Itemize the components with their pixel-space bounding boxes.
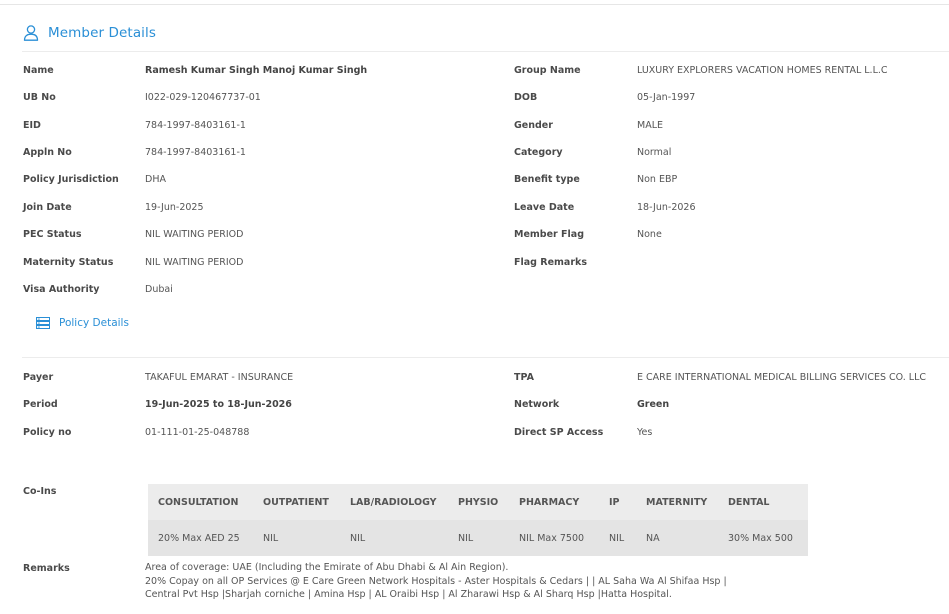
maternity-status-value: NIL WAITING PERIOD [145,256,244,268]
co-ins-header: IP [599,484,636,520]
co-ins-header: DENTAL [718,484,808,520]
name-label: Name [23,64,54,76]
policy-no-label: Policy no [23,426,72,438]
benefit-type-label: Benefit type [514,173,580,185]
network-value: Green [637,398,670,410]
dob-label: DOB [514,91,538,103]
co-ins-header-row [148,484,808,520]
remarks-line: Central Pvt Hsp |Sharjah corniche | Amina Hsp | AL Oraibi Hsp | Al Zharawi Hsp & Al Sharq Hsp |Hatta Hospital. [145,589,672,600]
period-label: Period [23,398,58,410]
join-date-value: 19-Jun-2025 [145,201,204,213]
co-ins-cell: NIL [599,520,636,556]
co-ins-cell: NIL Max 7500 [509,520,599,556]
flag-remarks-label: Flag Remarks [514,256,587,268]
co-ins-cell: NIL [253,520,340,556]
direct-sp-access-value: Yes [637,426,653,438]
leave-date-label: Leave Date [514,201,575,213]
dob-value: 05-Jan-1997 [637,91,696,103]
network-label: Network [514,398,560,410]
policy-jurisdiction-label: Policy Jurisdiction [23,173,119,185]
co-ins-header: CONSULTATION [148,484,253,520]
direct-sp-access-label: Direct SP Access [514,426,604,438]
tpa-value: E CARE INTERNATIONAL MEDICAL BILLING SERVICES CO. LLC [637,371,926,383]
co-ins-cell: NIL [448,520,509,556]
member-header-divider [22,51,949,52]
visa-authority-label: Visa Authority [23,283,100,295]
user-icon [22,24,40,42]
payer-label: Payer [23,371,54,383]
pec-status-value: NIL WAITING PERIOD [145,228,244,240]
co-ins-cell: 20% Max AED 25 [148,520,253,556]
co-ins-header: LAB/RADIOLOGY [340,484,448,520]
payer-value: TAKAFUL EMARAT - INSURANCE [145,371,294,383]
co-ins-header: OUTPATIENT [253,484,340,520]
name-value: Ramesh Kumar Singh Manoj Kumar Singh [145,64,368,76]
policy-jurisdiction-value: DHA [145,173,166,185]
gender-value: MALE [637,119,663,131]
member-flag-value: None [637,228,662,240]
policy-details-title: Policy Details [59,317,129,329]
eid-value: 784-1997-8403161-1 [145,119,246,131]
pec-status-label: PEC Status [23,228,82,240]
ub-no-label: UB No [23,91,56,103]
leave-date-value: 18-Jun-2026 [637,201,696,213]
policy-no-value: 01-111-01-25-048788 [145,426,250,438]
co-ins-cell: NA [636,520,718,556]
remarks-text [145,561,727,602]
ub-no-value: I022-029-120467737-01 [145,91,261,103]
remarks-line: 20% Copay on all OP Services @ E Care Green Network Hospitals - Aster Hospitals & Cedars | | AL Saha Wa Al Shifaa Hsp | [145,575,727,587]
co-ins-cell: NIL [340,520,448,556]
maternity-status-label: Maternity Status [23,256,114,268]
policy-details-header [36,317,129,329]
eid-label: EID [23,119,41,131]
member-details-header [22,24,156,42]
list-icon [36,317,50,329]
period-value: 19-Jun-2025 to 18-Jun-2026 [145,398,292,410]
co-ins-value-row [148,520,808,556]
top-divider [0,4,949,5]
benefit-type-value: Non EBP [637,173,678,185]
category-value: Normal [637,146,672,158]
group-name-value: LUXURY EXPLORERS VACATION HOMES RENTAL L.L.C [637,64,888,76]
co-ins-header: MATERNITY [636,484,718,520]
remarks-line: Area of coverage: UAE (Including the Emirate of Abu Dhabi & Al Ain Region). [145,562,509,573]
co-ins-cell: 30% Max 500 [718,520,808,556]
member-details-title: Member Details [48,25,157,41]
appln-no-label: Appln No [23,146,72,158]
remarks-label: Remarks [23,562,70,574]
co-ins-header: PHYSIO [448,484,509,520]
join-date-label: Join Date [23,201,72,213]
co-ins-table [148,484,808,556]
policy-header-divider [22,357,949,358]
group-name-label: Group Name [514,64,581,76]
gender-label: Gender [514,119,553,131]
co-ins-label: Co-Ins [23,485,57,497]
tpa-label: TPA [514,371,534,383]
visa-authority-value: Dubai [145,283,173,295]
appln-no-value: 784-1997-8403161-1 [145,146,246,158]
member-flag-label: Member Flag [514,228,584,240]
co-ins-header: PHARMACY [509,484,599,520]
category-label: Category [514,146,563,158]
